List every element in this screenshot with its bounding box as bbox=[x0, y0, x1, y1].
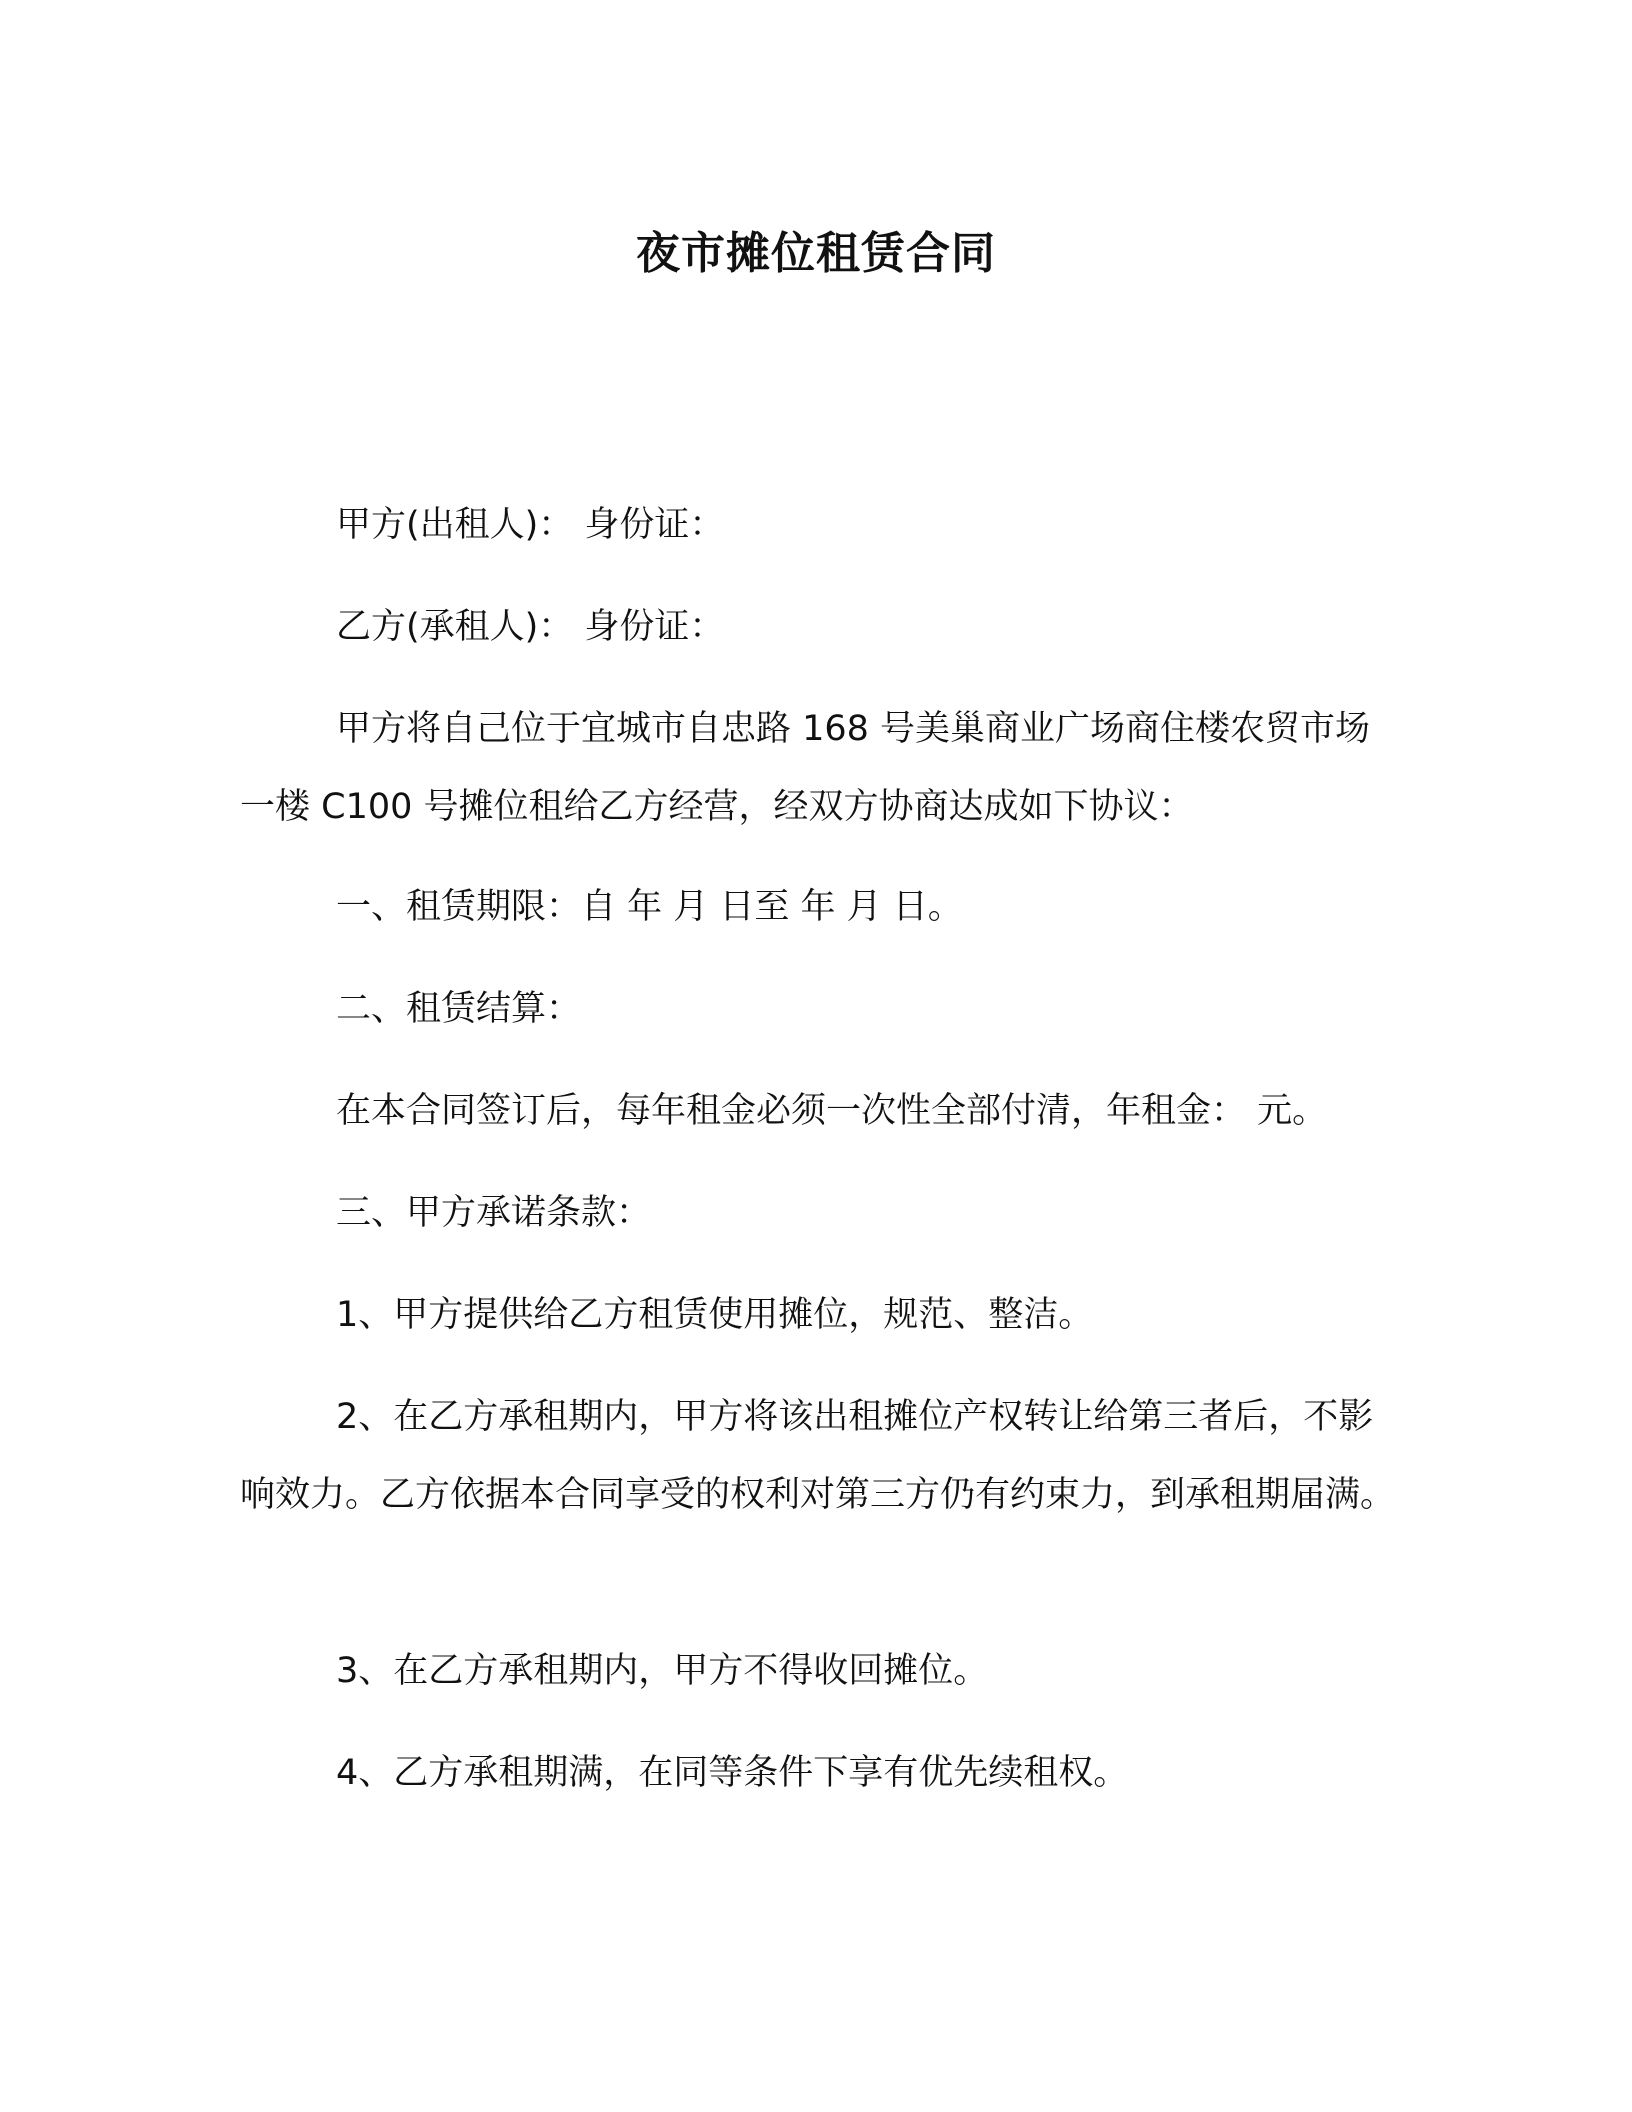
commitment-item-1: 1、甲方提供给乙方租赁使用摊位，规范、整洁。 bbox=[336, 1295, 1094, 1335]
section-settlement-body: 在本合同签订后，每年租金必须一次性全部付清，年租金： 元。 bbox=[336, 1091, 1328, 1131]
page-title: 夜市摊位租赁合同 bbox=[636, 228, 996, 279]
party-a-line: 甲方(出租人)： 身份证： bbox=[336, 505, 725, 545]
section-party-a-commitments-title: 三、甲方承诺条款： bbox=[336, 1193, 652, 1233]
section-settlement-title: 二、租赁结算： bbox=[336, 989, 582, 1029]
commitment-item-2: 2、在乙方承租期内，甲方将该出租摊位产权转让给第三者后，不影响效力。乙方依据本合同享受的权利对第三方仍有约束力，到承租期届满。 bbox=[240, 1397, 1396, 1515]
section-lease-term: 一、租赁期限：自 年 月 日至 年 月 日。 bbox=[336, 887, 963, 927]
commitment-item-4: 4、乙方承租期满，在同等条件下享有优先续租权。 bbox=[336, 1753, 1129, 1793]
party-b-line: 乙方(承租人)： 身份证： bbox=[336, 607, 725, 647]
commitment-item-3: 3、在乙方承租期内，甲方不得收回摊位。 bbox=[336, 1651, 989, 1691]
intro-paragraph: 甲方将自己位于宜城市自忠路 168 号美巢商业广场商住楼农贸市场一楼 C100 号摊位租给乙方经营，经双方协商达成如下协议： bbox=[240, 709, 1371, 827]
